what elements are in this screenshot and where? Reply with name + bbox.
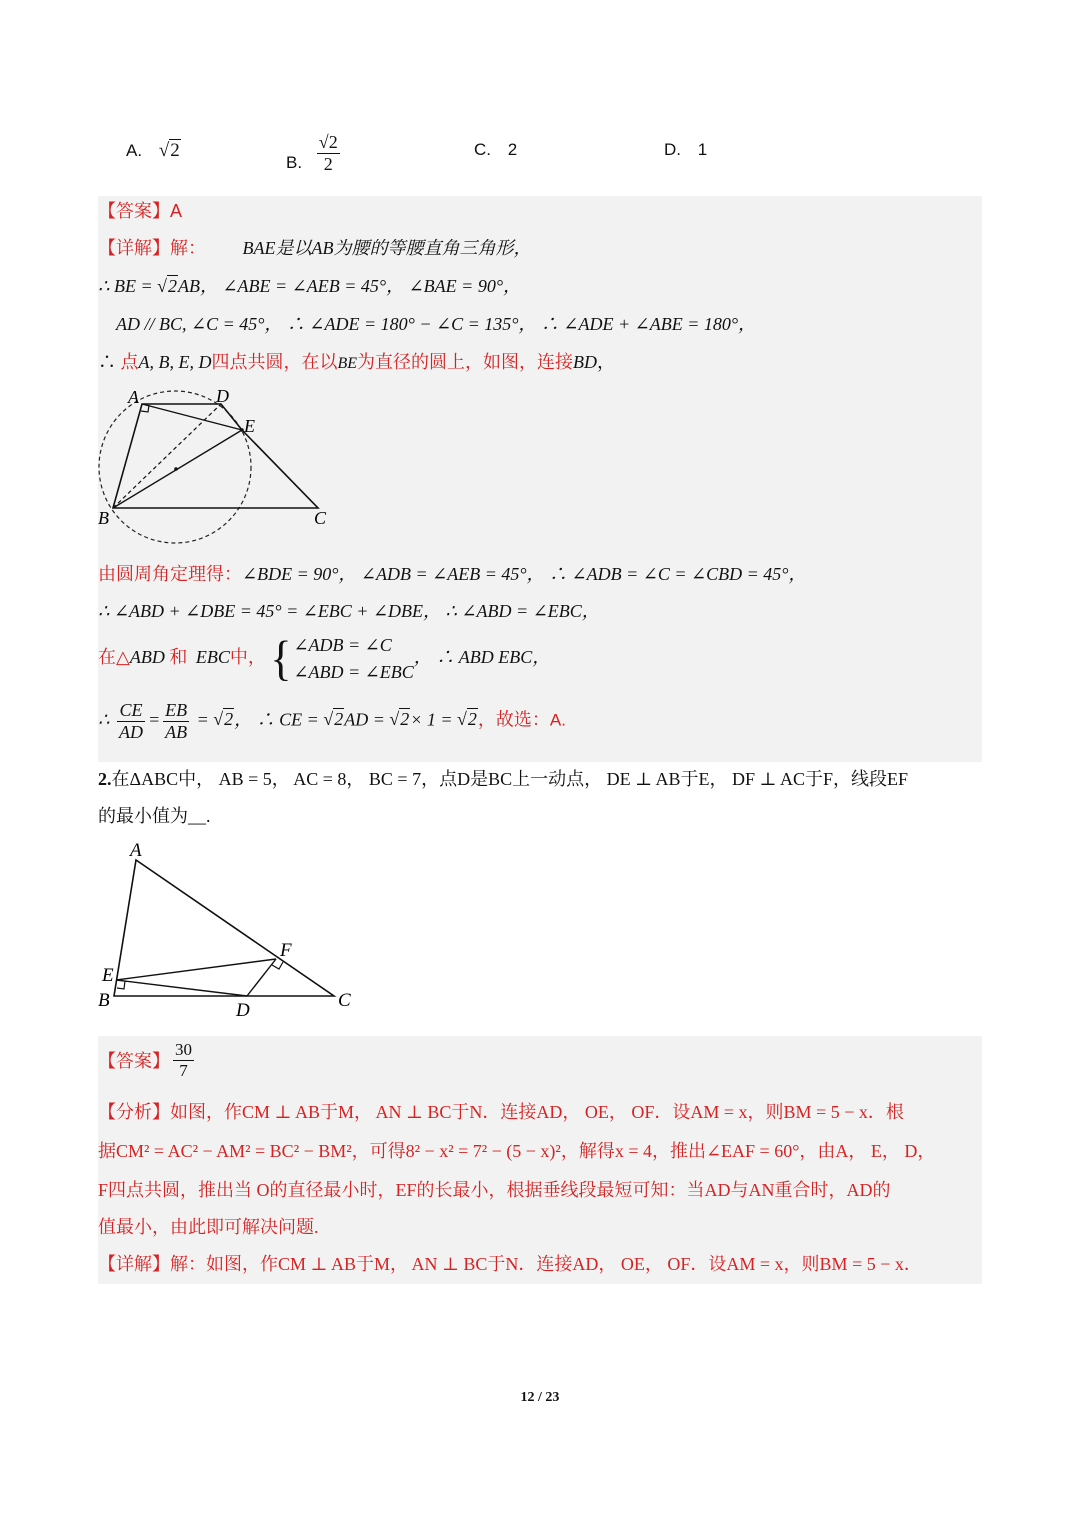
answer-2-label: 【答案】: [98, 1051, 170, 1072]
choice-a: [126, 140, 181, 162]
quadrilateral-abcd: [113, 404, 318, 508]
system-line-2: ∠ABD = ∠EBC: [293, 662, 414, 682]
figure-2-triangle: [96, 838, 366, 1018]
choice-c-value: 2: [507, 140, 518, 159]
label-e: E: [102, 965, 114, 986]
detail-1-l4e: BE: [337, 355, 358, 372]
detail-1-l4c: A, B, E, D: [138, 352, 212, 372]
answer-2-num: 30: [175, 1040, 192, 1059]
question-2-text-1: 在ΔABC中， AB = 5， AC = 8， BC = 7，点D是BC上一动点， DE ⊥ AB于E， DF ⊥ AC于F，线段EF: [111, 769, 908, 789]
choice-b-label: B.: [286, 152, 303, 172]
frac-ce: CE: [117, 700, 145, 722]
frac-ab: AB: [165, 721, 188, 742]
label-d: D: [216, 386, 229, 406]
segment-bd: [113, 404, 221, 508]
question-2-line-1: [98, 765, 908, 791]
segment-ef: [116, 959, 276, 980]
detail-1-l7c: 和: [169, 647, 188, 668]
choice-a-label: A.: [126, 141, 143, 160]
detail-jie: 解：: [170, 238, 206, 258]
detail-1-l4g: BD: [573, 352, 598, 372]
detail-1-line-1: [98, 234, 531, 260]
answer-2-fraction: [173, 1040, 194, 1080]
detail-1-l8i: 2: [467, 709, 477, 730]
detail-1-l4h: ，: [597, 352, 616, 372]
segment-ed: [116, 980, 247, 996]
detail-1-l2c: AB， ∠ABE = ∠AEB = 45°， ∠BAE = 90°，: [177, 276, 522, 296]
frac-eb: EB: [165, 700, 188, 720]
choice-a-radicand: 2: [170, 140, 180, 161]
choice-d-value: 1: [697, 140, 708, 159]
choice-a-value: √2: [158, 140, 180, 161]
detail-1-l8h: × 1 =: [410, 709, 458, 730]
label-c: C: [314, 508, 327, 528]
analysis-text-1: 如图，作CM ⊥ AB于M， AN ⊥ BC于N．连接AD， OE， OF．设AM = x，则BM = 5 − x．根: [170, 1102, 904, 1122]
page-number: 12 / 23: [520, 1390, 560, 1405]
analysis-line-2: 据CM² = AC² − AM² = BC² − BM²，可得8² − x² = 7² − (5 − x)²，解得x = 4，推出∠EAF = 60°，由A， E， D，: [98, 1141, 936, 1161]
detail-2-text-1: 解：如图，作CM ⊥ AB于M， AN ⊥ BC于N．连接AD， OE， OF．设AM = x，则BM = 5 − x．: [170, 1254, 922, 1274]
answer-1: [98, 197, 182, 223]
equation-system: [293, 632, 413, 686]
segment-df: [247, 959, 276, 996]
detail-1-line-3: AD // BC, ∠C = 45°， ∴ ∠ADE = 180° − ∠C = 135°， ∴ ∠ADE + ∠ABE = 180°，: [116, 314, 757, 334]
detail-2-line-1: [98, 1250, 922, 1276]
detail-1-line-7: [98, 632, 550, 686]
detail-1-l8a: =: [192, 709, 214, 730]
system-brace: {: [270, 631, 292, 686]
detail-1-l4d: 四点共圆，在以: [211, 352, 338, 372]
detail-1-l5b: ∠BDE = 90°， ∠ADB = ∠AEB = 45°， ∴ ∠ADB = ∠C = ∠CBD = 45°，: [242, 564, 807, 584]
frac-ad: AD: [118, 721, 143, 742]
detail-1-l8c: ， ∴ CE =: [234, 709, 324, 730]
frac-ce-ad: [117, 700, 145, 742]
choice-b: [286, 132, 343, 174]
detail-1-l7e: 中，: [229, 647, 266, 668]
detail-1-l7f: ， ∴ ABD EBC，: [413, 647, 551, 668]
detail-1-l8b: 2: [224, 709, 234, 730]
detail-1-line-2: ∴ BE = √2AB， ∠ABE = ∠AEB = 45°， ∠BAE = 90°，: [98, 276, 522, 296]
label-a: A: [128, 387, 139, 407]
figure-1-cyclic-quadrilateral: [96, 384, 336, 552]
detail-1-l4f: 为直径的圆上，如图，连接: [357, 352, 574, 372]
detail-1-l7d: EBC: [195, 647, 230, 668]
frac-eb-ab: [163, 700, 189, 742]
choice-b-value: $\frac{√2}{2}$: [318, 132, 338, 174]
detail-label: 【详解】: [98, 238, 170, 258]
question-2-number: 2.: [98, 769, 112, 789]
label-d: D: [236, 1000, 250, 1018]
answer-label: 【答案】: [98, 201, 170, 221]
detail-1-l7b: ABD: [129, 647, 165, 668]
detail-2-label: 【详解】: [98, 1254, 170, 1274]
choice-c-label: C.: [474, 140, 491, 159]
analysis-line-3: F四点共圆，推出当 O的直径最小时，EF的长最小，根据垂线段最短可知：当AD与AN重合时，AD的: [98, 1180, 891, 1200]
detail-1-l2b: 2: [167, 276, 177, 296]
detail-1-l4a: ∴: [98, 352, 121, 372]
answer-value: A: [170, 201, 183, 221]
answer-2: [98, 1040, 197, 1080]
label-b: B: [98, 990, 110, 1011]
detail-1-l8e: 2: [334, 709, 344, 730]
analysis-label: 【分析】: [98, 1102, 170, 1122]
choice-b-den: 2: [323, 153, 333, 174]
detail-1-l8k: A.: [549, 710, 566, 730]
detail-1-line-8: ∴ $\frac{CE}{AD}$ = $\frac{EB}{AB}$ = √2， ∴ CE = √2AD = √2× 1 = √2，故选：A.: [98, 700, 566, 742]
detail-1-l4b: 点: [120, 352, 139, 372]
detail-1-text-1: BAE是以AB为腰的等腰直角三角形，: [242, 238, 532, 258]
label-c: C: [338, 990, 351, 1011]
detail-1-l8j: ，故选：: [477, 709, 550, 730]
system-line-1: ∠ADB = ∠C: [293, 635, 392, 655]
detail-1-l2a: ∴ BE =: [98, 276, 158, 296]
choice-b-num: 2: [328, 132, 338, 152]
answer-2-den: 7: [179, 1060, 188, 1080]
question-2-line-2: 的最小值为__.: [98, 806, 211, 826]
choice-d: [664, 140, 707, 160]
analysis-line-4: 值最小，由此即可解决问题.: [98, 1217, 319, 1237]
detail-1-l8f: AD =: [344, 709, 390, 730]
detail-1-line-6: ∴ ∠ABD + ∠DBE = 45° = ∠EBC + ∠DBE， ∴ ∠ABD = ∠EBC，: [98, 601, 600, 621]
detail-1-line-5: [98, 560, 806, 586]
right-angle-e: [117, 981, 125, 989]
label-e: E: [244, 416, 255, 436]
choice-d-label: D.: [664, 140, 681, 159]
detail-1-l8g: 2: [400, 709, 410, 730]
detail-1-l7a: 在△: [98, 647, 130, 668]
label-f: F: [280, 940, 292, 961]
label-b: B: [98, 508, 109, 528]
analysis-line-1: [98, 1098, 904, 1124]
label-a: A: [130, 840, 142, 861]
detail-1-line-4: [98, 348, 615, 374]
segment-ae: [142, 404, 242, 430]
circle-center: [174, 467, 178, 471]
detail-1-l5a: 由圆周角定理得：: [98, 564, 242, 584]
choice-c: [474, 140, 517, 160]
